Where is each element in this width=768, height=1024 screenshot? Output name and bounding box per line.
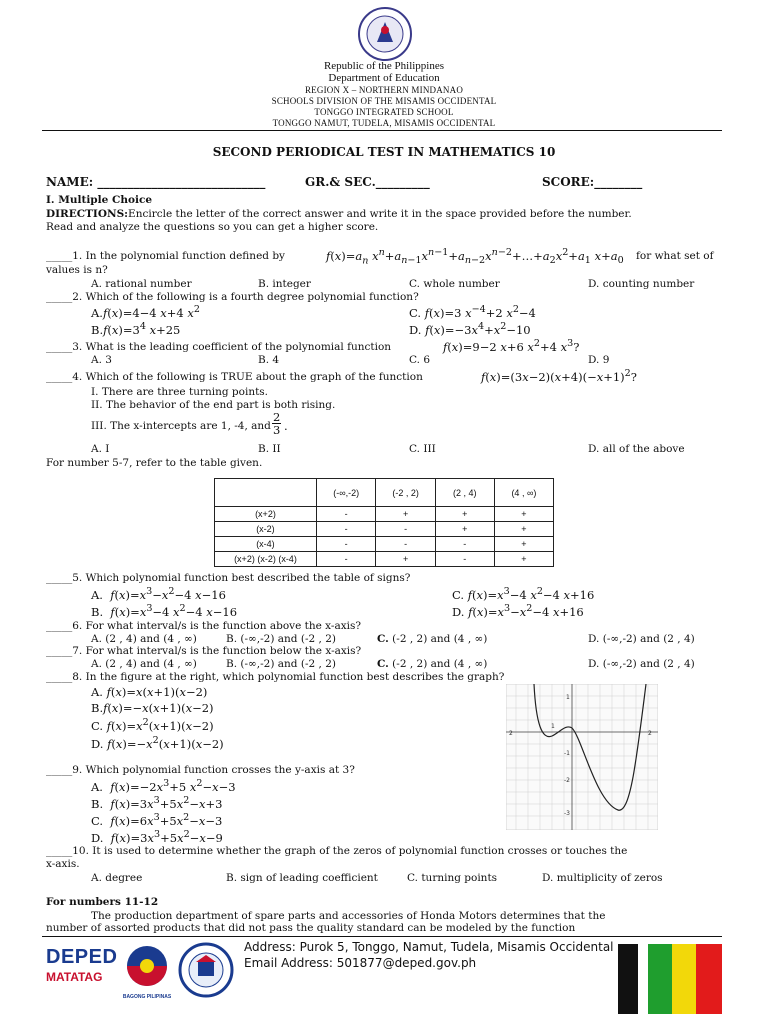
q1-formula: $f(x)=a_n$ $x^n+a_{n-1}x^{n-1}+a_{n-2}x^{n-2}+\dots+a_2x^2+a_1$ $x+a_0$ (326, 247, 624, 267)
q6-stem: _____6. For what interval/s is the function above the x-axis? (46, 620, 362, 632)
q6-option-b[interactable]: B. (-∞,-2) and (-2 , 2) (226, 633, 336, 645)
sign-table-header-cell: (-∞,-2) (316, 479, 376, 507)
paragraph-line-2: number of assorted products that did not pass the quality standard can be modeled by the function (46, 922, 576, 934)
q7-option-b[interactable]: B. (-∞,-2) and (-2 , 2) (226, 658, 336, 670)
q4-option-a[interactable]: A. I (91, 443, 110, 455)
flag-stripe-yellow (672, 944, 696, 1014)
q7-stem: _____7. For what interval/s is the function below the x-axis? (46, 645, 362, 657)
bagong-pilipinas-emblem (120, 944, 174, 990)
sign-table-header-cell (215, 479, 317, 507)
bagong-pilipinas-logo (120, 944, 174, 1000)
q3-stem: _____3. What is the leading coefficient of the polynomial function (46, 341, 392, 353)
polynomial-graph (506, 684, 658, 830)
q9-option-b[interactable]: B. $f(x)=3x^3+5x^2-x+3$ (91, 795, 223, 811)
deped-logo (46, 946, 120, 996)
q1-tail-2: values is n? (46, 264, 108, 276)
q3-option-b[interactable]: B. 4 (258, 354, 280, 366)
sign-table-row (215, 507, 554, 522)
footer-address: Address: Purok 5, Tonggo, Namut, Tudela, Misamis Occidental (244, 940, 614, 954)
deped-logo-text: DEPED (46, 946, 118, 968)
sign-table-cell: - (376, 537, 435, 552)
footer-divider (42, 936, 722, 937)
sign-table-cell: + (435, 522, 494, 537)
sign-table-cell: + (494, 552, 553, 567)
sign-table-cell: - (316, 552, 376, 567)
q4-option-c[interactable]: C. III (409, 443, 436, 455)
q4-item-1: I. There are three turning points. (91, 386, 269, 398)
graph-label-y-1: 1 (566, 694, 570, 701)
q4-option-b[interactable]: B. II (258, 443, 281, 455)
sign-table-cell: - (316, 522, 376, 537)
q7-option-c[interactable] (377, 658, 487, 671)
q4-formula: $f(x)=(3x-2)(x+4)(-x+1)^2$? (481, 368, 637, 384)
q8-option-c[interactable]: C. $f(x)=x^2(x+1)(x-2)$ (91, 717, 214, 733)
sign-table-header-cell: (4 , ∞) (494, 479, 553, 507)
graph-label-x-right: 2 (648, 730, 652, 737)
flag-stripe-green (648, 944, 672, 1014)
sign-table-header (215, 479, 554, 507)
sign-table-cell: (x-2) (215, 522, 317, 537)
q6-option-c[interactable] (377, 633, 487, 646)
header-school: TONGGO INTEGRATED SCHOOL (314, 107, 454, 117)
sign-table-row (215, 522, 554, 537)
sign-table-header-cell: (-2 , 2) (376, 479, 435, 507)
q9-stem: _____9. Which polynomial function crosses the y-axis at 3? (46, 764, 355, 776)
q4-item-3: III. The x-intercepts are 1, -4, and (91, 420, 271, 432)
sign-table-cell: + (435, 507, 494, 522)
name-field[interactable]: NAME: ____________________________ (46, 175, 266, 189)
directions-label: DIRECTIONS: (46, 208, 129, 220)
directions-text-2: Read and analyze the questions so you can get a higher score. (46, 221, 379, 233)
flag-stripe-red (696, 944, 722, 1014)
q1-option-c[interactable]: C. whole number (409, 278, 500, 290)
q7-option-a[interactable]: A. (2 , 4) and (4 , ∞) (91, 658, 197, 670)
q10-stem-2: x-axis. (46, 858, 80, 870)
q5-option-d[interactable]: D. $f(x)=x^3-x^2-4$ x+16 (452, 603, 584, 619)
sign-table-cell: + (494, 537, 553, 552)
paragraph-line-1: The production department of spare parts and accessories of Honda Motors determines that the (91, 910, 606, 922)
graph-label-x-left: 2 (509, 730, 513, 737)
sign-table-cell: + (376, 507, 435, 522)
header-republic: Republic of the Philippines (323, 60, 445, 72)
sign-table-cell: - (435, 537, 494, 552)
sign-table-cell: - (435, 552, 494, 567)
numbers-label: For numbers 11-12 (46, 896, 159, 908)
header-address: TONGGO NAMUT, TUDELA, MISAMIS OCCIDENTAL (272, 118, 496, 128)
q5-option-c[interactable]: C. $f(x)=x^3-4$ $x^2-4$ x+16 (452, 586, 595, 602)
q1-option-a[interactable]: A. rational number (91, 278, 192, 290)
q8-option-a[interactable]: A. f(x)=x(x+1)(x−2) (91, 685, 208, 699)
q9-option-a[interactable]: A. $f(x)=-2x^3+5$ $x^2-x-3$ (91, 778, 236, 794)
q1-stem: _____1. In the polynomial function defined by (46, 250, 285, 262)
q6-option-c-letter: C. (377, 633, 389, 645)
q10-option-d[interactable]: D. multiplicity of zeros (542, 872, 663, 884)
q2-option-c[interactable]: C. f(x)=3 $x^{-4}+2$ $x^2-4$ (409, 304, 536, 320)
polynomial-graph-svg (506, 684, 658, 830)
sign-table-cell: + (376, 552, 435, 567)
graph-label-y-neg2: -2 (564, 777, 570, 784)
table-intro: For number 5-7, refer to the table given. (46, 457, 263, 469)
header-department: Department of Education (328, 72, 440, 84)
header-divider (42, 130, 722, 131)
q2-option-a[interactable]: A.f(x)=4−4 x+4 $x^2$ (91, 304, 200, 320)
deped-seal (352, 6, 418, 62)
q2-option-b[interactable]: $B.f(x)=3^4$ x+25 (91, 321, 181, 337)
directions-text: Encircle the letter of the correct answer and write it in the space provided before the number. (128, 208, 632, 220)
school-seal (178, 942, 234, 998)
q2-option-d[interactable]: D. $f(x)=-3x^4+x^2-10$ (409, 321, 531, 337)
sign-table-cell: + (494, 507, 553, 522)
q6-option-a[interactable]: A. (2 , 4) and (4 , ∞) (91, 633, 197, 645)
graph-label-y-neg1: -1 (564, 750, 570, 757)
q10-option-b[interactable]: B. sign of leading coefficient (226, 872, 378, 884)
footer-email[interactable]: Email Address: 501877@deped.gov.ph (244, 956, 477, 970)
flag-stripes (618, 944, 722, 1014)
q4-stem: _____4. Which of the following is TRUE about the graph of the function (46, 371, 423, 383)
sign-table-row (215, 552, 554, 567)
q3-option-a[interactable]: A. 3 (91, 354, 112, 366)
section-title: I. Multiple Choice (46, 194, 153, 206)
q8-option-b[interactable]: B.f(x)=−x(x+1)(x−2) (91, 701, 214, 715)
q8-stem: _____8. In the figure at the right, which polynomial function best describes the graph? (46, 671, 505, 683)
sign-table-cell: - (376, 522, 435, 537)
header-division: SCHOOLS DIVISION OF THE MISAMIS OCCIDENTAL (271, 96, 497, 106)
q4-period: . (284, 419, 288, 433)
q7-option-c-letter: C. (377, 658, 389, 670)
q3-option-d[interactable]: D. 9 (588, 354, 610, 366)
header-region: REGION X – NORTHERN MINDANAO (304, 85, 464, 95)
sign-table-cell: (x+2) (x-2) (x-4) (215, 552, 317, 567)
q6-option-d[interactable]: D. (-∞,-2) and (2 , 4) (588, 633, 695, 645)
q5-option-a[interactable]: A. $f(x)=x^3-x^2-4$ x−16 (91, 586, 226, 602)
q4-fraction: 2 3 (273, 410, 281, 437)
sign-table-cell: - (316, 507, 376, 522)
graph-label-x-mid: 1 (551, 723, 555, 730)
score-field[interactable]: SCORE:________ (542, 175, 643, 189)
flag-stripe-black (618, 944, 638, 1014)
q1-option-b[interactable]: B. integer (258, 278, 311, 290)
sign-table (214, 478, 554, 567)
sign-table-row (215, 537, 554, 552)
q7-option-c-text: (-2 , 2) and (4 , ∞) (392, 658, 488, 670)
q3-option-c[interactable]: C. 6 (409, 354, 431, 366)
q1-tail: for what set of (636, 250, 714, 262)
q7-option-d[interactable]: D. (-∞,-2) and (2 , 4) (588, 658, 695, 670)
q5-stem: _____5. Which polynomial function best described the table of signs? (46, 572, 411, 584)
matatag-logo-text: MATATAG (46, 970, 103, 984)
q10-stem: _____10. It is used to determine whether the graph of the zeros of polynomial function crosses or touches the (46, 845, 628, 857)
sign-table-cell: + (494, 522, 553, 537)
q9-option-d[interactable]: D. $f(x)=3x^3+5x^2-x-9$ (91, 829, 223, 845)
sign-table-cell: - (316, 537, 376, 552)
q1-option-d[interactable]: D. counting number (588, 278, 695, 290)
directions (46, 208, 632, 221)
q5-option-b[interactable]: B. $f(x)=x^3-4$ $x^2-4$ x−16 (91, 603, 238, 619)
sign-table-cell: (x-4) (215, 537, 317, 552)
q9-option-c[interactable]: C. $f(x)=6x^3+5x^2-x-3$ (91, 812, 223, 828)
sign-table-cell: (x+2) (215, 507, 317, 522)
test-title: SECOND PERIODICAL TEST IN MATHEMATICS 10 (212, 145, 556, 159)
bagong-pilipinas-text: BAGONG PILIPINAS (122, 994, 172, 1000)
q4-item-2: II. The behavior of the end part is both rising. (91, 399, 336, 411)
q10-option-a[interactable]: A. degree (91, 872, 143, 884)
graph-label-y-neg3: -3 (564, 810, 570, 817)
q8-option-d[interactable]: D. $f(x)=-x^2(x+1)(x-2)$ (91, 735, 224, 751)
q3-formula: f(x)=9−2 x+6 $x^2+4$ $x^3$? (443, 338, 580, 354)
q2-stem: _____2. Which of the following is a fourth degree polynomial function? (46, 291, 419, 303)
q10-option-c[interactable]: C. turning points (407, 872, 498, 884)
q4-option-d[interactable]: D. all of the above (588, 443, 685, 455)
grade-section-field[interactable]: GR.& SEC._________ (305, 175, 430, 189)
q6-option-c-text: (-2 , 2) and (4 , ∞) (392, 633, 488, 645)
sign-table-header-cell: (2 , 4) (435, 479, 494, 507)
